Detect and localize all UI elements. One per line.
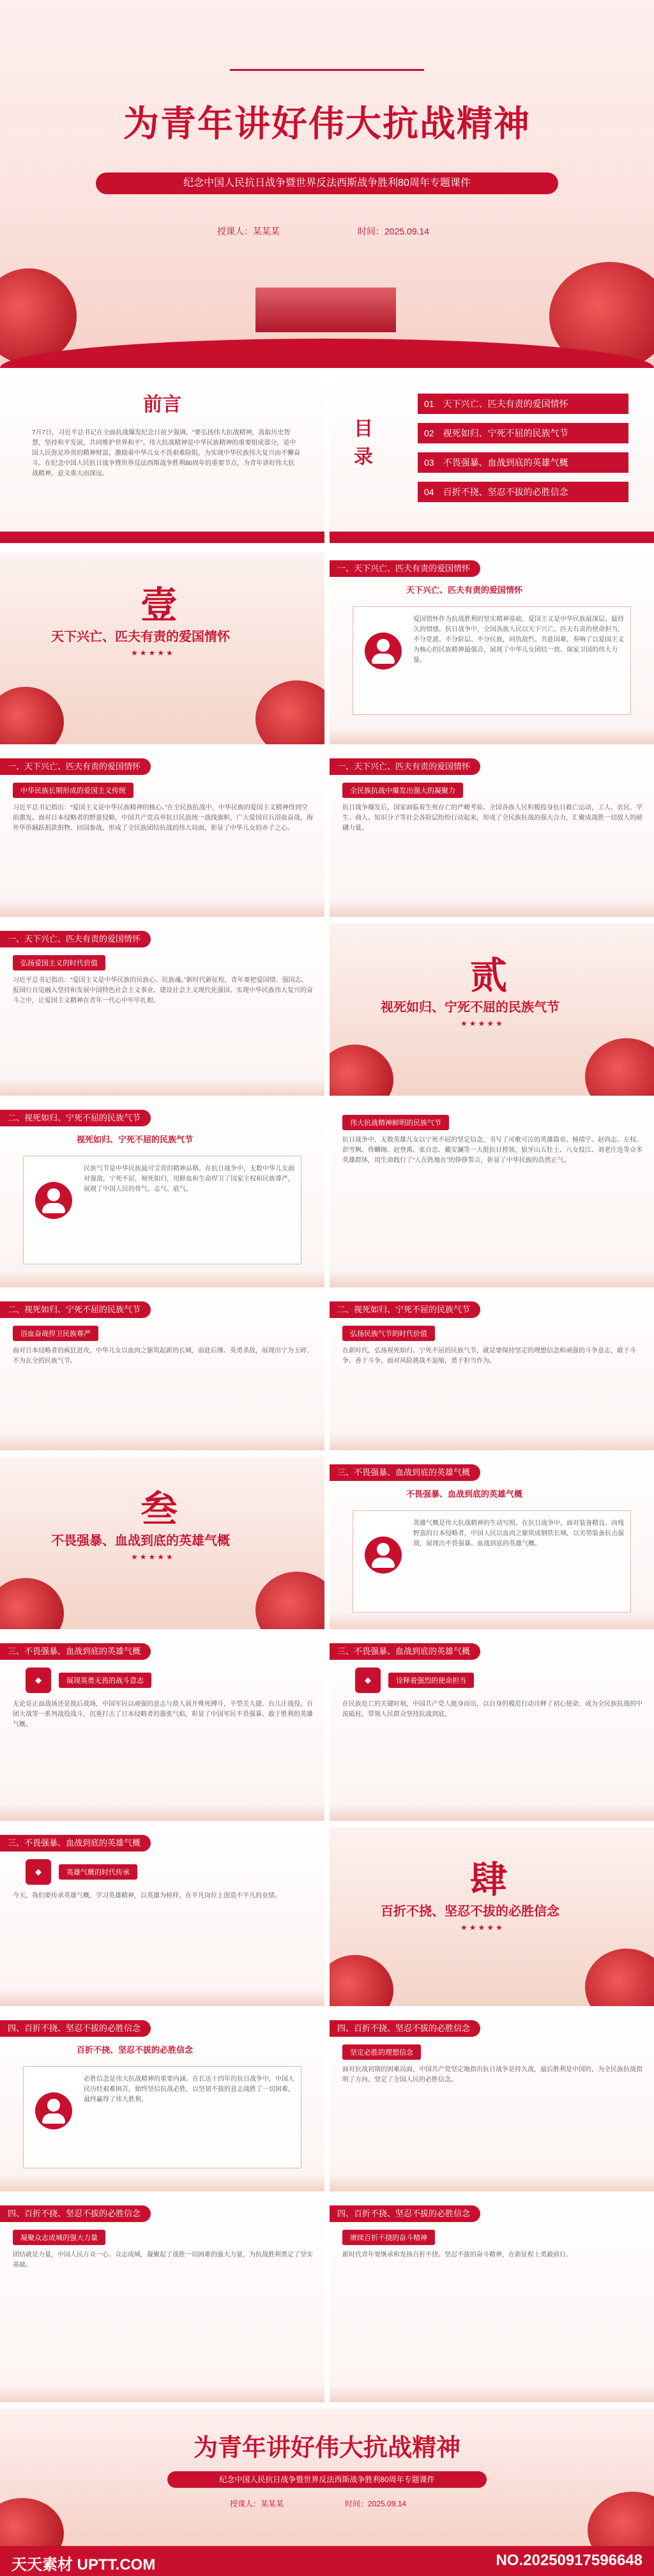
point-text: 无论是正面战场还是敌后战场，中国军民以顽强的意志与敌人展开殊死搏斗，平型关大捷、台儿庄战役、百团大战等一系列战役战斗，沉重打击了日本侵略者的嚣张气焰，彰显了中国军民不畏强暴、敢于胜利的英雄气概。: [13, 1701, 313, 1728]
section-tag: 三、不畏强暴、血战到底的英雄气概: [330, 1464, 480, 1481]
chapter-title: 视死如归、宁死不屈的民族气节: [381, 1000, 559, 1015]
peony-left: [0, 1578, 64, 1629]
bottom-fade: [0, 2175, 324, 2191]
end-title: 为青年讲好伟大抗战精神: [193, 2435, 460, 2462]
section-tag: 四、百折不挠、坚忍不拔的必胜信念: [330, 2020, 480, 2037]
emblem-icon: ◆: [355, 1667, 381, 1693]
peony-right: [585, 1038, 654, 1096]
ch4-intro-slide: [0, 2012, 324, 2191]
peony-left: [0, 687, 64, 744]
content-box: [353, 1510, 631, 1613]
point-text: 面对日本侵略者的疯狂进攻，中华儿女以血肉之躯筑起新的长城，前赴后继、英勇杀敌，展现出宁为玉碎、不为瓦全的民族气节。: [13, 1347, 313, 1365]
slide-red-band: [330, 532, 654, 543]
section-tag: 一、天下兴亡、匹夫有责的爱国情怀: [0, 758, 151, 775]
chapter3-slide: [0, 1457, 324, 1629]
cover-title: 为青年讲好伟大抗战精神: [123, 103, 531, 144]
point-title: 凝聚众志成城的强大力量: [13, 2230, 105, 2245]
peony-right: [255, 680, 324, 744]
emblem-icon: ◆: [26, 1859, 51, 1885]
content-box: [353, 606, 631, 715]
peony-right: [588, 2492, 654, 2546]
intro-text: 英雄气概是伟大抗战精神的生动写照。在抗日战争中，面对装备精良、凶残野蛮的日本侵略者，中国人民以血肉之躯筑成钢铁长城，以劣势装备抗击强敌，展现出不畏强暴、血战到底的英雄气概。: [413, 1520, 624, 1547]
section-tag: 四、百折不挠、坚忍不拔的必胜信念: [330, 2205, 480, 2222]
cover-subtitle: 纪念中国人民抗日战争暨世界反法西斯战争胜利80周年专题课件: [96, 172, 558, 194]
toc-slide: [330, 377, 654, 543]
person-icon: [35, 2092, 72, 2129]
chapter2-slide: [330, 923, 654, 1096]
ch2-detail1-slide: [330, 1102, 654, 1287]
ch3-detail2-slide: [330, 1636, 654, 1821]
stars-icon: ★★★★★: [131, 648, 175, 657]
ch3-detail3-slide: [0, 1827, 324, 2006]
ch4-detail3-slide: [330, 2198, 654, 2402]
ch1-detail2-slide: [330, 751, 654, 917]
point-text: 团结就是力量，中国人民万众一心、众志成城，凝聚起了战胜一切困难的强大力量，为抗战胜利奠定了坚实基础。: [13, 2251, 313, 2269]
ch3-intro-slide: [330, 1457, 654, 1629]
stars-icon: ★★★★★: [131, 1552, 175, 1561]
preface-text: 7月7日，习近平总书记在全面抗战爆发纪念日前夕强调，“要弘扬伟大抗战精神，汲取历史智慧，坚持和平发展，共同维护世界和平”。伟大抗战精神是中华民族精神的重要组成部分，是中国人民弥足珍贵的精神财富，激励着中华儿女不畏艰难险阻，为实现中华民族伟大复兴而不懈奋斗。在纪念中国人民抗日战争暨世界反法西斯战争胜利80周年的重要节点，为青年讲好伟大抗战精神，意义重大而深远。: [32, 429, 300, 477]
toc-list: [418, 394, 628, 502]
point-title: 赓续百折不挠的奋斗精神: [342, 2230, 435, 2245]
city-skyline: [255, 288, 396, 332]
section-tag: 二、视死如归、宁死不屈的民族气节: [330, 1301, 480, 1318]
ch2-detail2-slide: [0, 1294, 324, 1450]
section-tag: 三、不畏强暴、血战到底的英雄气概: [0, 1835, 151, 1851]
bottom-fade: [0, 1989, 324, 2006]
preface-title: 前言: [143, 394, 181, 415]
section-subtitle: 天下兴亡、匹夫有责的爱国情怀: [406, 585, 523, 595]
end-subtitle: 纪念中国人民抗日战争暨世界反法西斯战争胜利80周年专题课件: [167, 2471, 487, 2488]
chapter-number: 肆: [470, 1858, 508, 1901]
ch1-intro-slide: [330, 553, 654, 744]
toc-num: 01: [424, 399, 434, 409]
point-title: 坚定必胜的理想信念: [342, 2044, 421, 2060]
content-box: [23, 2066, 301, 2168]
ch4-detail2-slide: [0, 2198, 324, 2402]
section-tag: 二、视死如归、宁死不屈的民族气节: [0, 1301, 151, 1318]
bottom-fade: [0, 1804, 324, 1821]
person-icon: [35, 1182, 72, 1219]
toc-text: 天下兴亡、匹夫有责的爱国情怀: [443, 399, 568, 409]
point-text: 抗日战争中，无数英雄儿女以宁死不屈的坚定信念，书写了可歌可泣的英雄篇章。杨靖宇、赵尚志、左权、彭雪枫、佟麟阁、赵登禹、张自忠、戴安澜等一大批抗日将领，狼牙山五壮士、八女投江、刘老庄连等众多英雄群体，用生命践行了“人在阵地在”的铮铮誓言，彰显了中华民族的浩然正气。: [342, 1137, 643, 1164]
cover-red-wave: [0, 339, 654, 368]
toc-num: 04: [424, 487, 434, 497]
point-title: 伟大抗战精神鲜明的民族气节: [342, 1115, 449, 1130]
point-text: 今天，我们要传承英雄气概，学习英雄精神，以英雄为榜样，在平凡岗位上创造不平凡的业绩。: [13, 1892, 281, 1899]
toc-item[interactable]: [418, 482, 628, 502]
toc-num: 02: [424, 428, 434, 438]
section-tag: 四、百折不挠、坚忍不拔的必胜信念: [0, 2020, 151, 2037]
bottom-fade: [330, 1804, 654, 1821]
point-title: 弘扬民族气节的时代价值: [342, 1326, 435, 1341]
ch1-detail1-slide: [0, 751, 324, 917]
point-text: 抗日战争爆发后，国家面临着生死存亡的严峻考验。全国各族人民积极投身抗日救亡运动，工人、农民、学生、商人、知识分子等社会各阶层纷纷行动起来，形成了全民族抗战的强大合力，汇聚成战胜一切敌人的磅礴力量。: [342, 804, 643, 832]
stars-icon: ★★★★★: [460, 1923, 505, 1932]
section-tag: 三、不畏强暴、血战到底的英雄气概: [0, 1643, 151, 1660]
end-time: 时间：2025.09.14: [345, 2499, 407, 2508]
peony-right: [585, 1949, 654, 2006]
cover-time: 时间：2025.09.14: [358, 226, 430, 236]
person-icon: [365, 1537, 402, 1574]
bottom-fade: [0, 1079, 324, 1096]
peony-left: [330, 1045, 393, 1096]
point-title: 全民族抗战中爆发出强大的凝聚力: [342, 783, 463, 798]
section-subtitle: 视死如归、宁死不屈的民族气节: [77, 1135, 194, 1144]
slide-red-band: [0, 532, 324, 543]
section-tag: 四、百折不挠、坚忍不拔的必胜信念: [0, 2205, 151, 2222]
chapter-title: 百折不挠、坚忍不拔的必胜信念: [381, 1905, 559, 1919]
toc-text: 不畏强暴、血战到底的英雄气概: [443, 457, 568, 468]
point-title: 展现英勇无畏的战斗意志: [59, 1673, 151, 1688]
intro-text: 必胜信念是伟大抗战精神的重要内涵。在长达十四年的抗日战争中，中国人民历经艰难困苦，始终坚信抗战必胜，以坚韧不拔的意志战胜了一切困难，最终赢得了伟大胜利。: [84, 2076, 294, 2103]
point-text: 新时代青年要继承和发扬百折不挠、坚忍不拔的奋斗精神，在新征程上勇毅前行。: [342, 2251, 572, 2258]
bottom-fade: [330, 1434, 654, 1450]
watermark-site: 天天素材 UPTT.COM: [11, 2556, 156, 2573]
peony-left: [0, 2498, 64, 2546]
section-tag: 一、天下兴亡、匹夫有责的爱国情怀: [330, 758, 480, 775]
bottom-fade: [330, 1613, 654, 1629]
content-box: [23, 1156, 301, 1264]
section-tag: 三、不畏强暴、血战到底的英雄气概: [330, 1643, 480, 1660]
toc-item[interactable]: [418, 394, 628, 414]
section-subtitle: 百折不挠、坚忍不拔的必胜信念: [77, 2045, 194, 2055]
section-tag: 一、天下兴亡、匹夫有责的爱国情怀: [330, 560, 480, 577]
toc-item[interactable]: [418, 423, 628, 443]
ch1-detail3-slide: [0, 923, 324, 1096]
toc-item[interactable]: [418, 452, 628, 473]
bottom-fade: [330, 2386, 654, 2402]
watermark-footer: [0, 2546, 654, 2576]
ch2-intro-slide: [0, 1102, 324, 1287]
section-tag: 一、天下兴亡、匹夫有责的爱国情怀: [0, 931, 151, 947]
chapter-number: 壹: [141, 583, 178, 627]
point-text: 面对抗战初期的困难局面，中国共产党坚定地指出抗日战争是持久战，最后胜利是中国的，为全民族抗战指明了方向，坚定了全国人民的必胜信念。: [342, 2066, 643, 2083]
point-title: 弘扬爱国主义的时代价值: [13, 955, 105, 970]
ch4-detail1-slide: [330, 2012, 654, 2191]
bottom-fade: [330, 2175, 654, 2191]
point-text: 在民族危亡的关键时刻，中国共产党人挺身而出，以自身的模范行动诠释了初心使命，成为全民族抗战的中流砥柱，带领人民群众坚持抗战到底。: [342, 1701, 643, 1718]
point-title: 英雄气概的时代传承: [59, 1864, 137, 1880]
cover-slide: [0, 0, 654, 368]
top-rule: [230, 69, 424, 71]
stars-icon: ★★★★★: [460, 1019, 505, 1028]
toc-text: 视死如归、宁死不屈的民族气节: [443, 428, 568, 438]
end-speaker: 授课人：某某某: [230, 2499, 284, 2508]
ch2-detail3-slide: [330, 1294, 654, 1450]
cover-speaker: 授课人：某某某: [217, 226, 280, 236]
chapter1-slide: [0, 553, 324, 744]
chapter-number: 贰: [470, 954, 508, 997]
bottom-fade: [330, 900, 654, 917]
point-title: 浴血奋战捍卫民族尊严: [13, 1326, 98, 1341]
bottom-fade: [0, 1271, 324, 1287]
emblem-icon: ◆: [26, 1667, 51, 1693]
point-text: 习近平总书记指出：“爱国主义是中华民族精神的核心。”在全民族抗战中，中华民族的爱国主义精神得到空前激发。面对日本侵略者的野蛮侵略，中国共产党高举抗日民族统一战线旗帜，广大爱国官兵浴血奋战，海外华侨踊跃捐款捐物、回国参战，形成了全民族团结抗战的伟大局面，彰显了中华儿女的赤子之心。: [13, 804, 313, 832]
intro-text: 民族气节是中华民族最可宝贵的精神品格。在抗日战争中，无数中华儿女面对强敌，宁死不屈，视死如归，用鲜血和生命捍卫了国家主权和民族尊严，展现了中国人民的骨气、志气、底气。: [84, 1165, 294, 1193]
bottom-fade: [330, 1271, 654, 1287]
intro-text: 爱国情怀作为抗战胜利的坚实精神基础，爱国主义是中华民族最深层、最持久的情感。抗日战争中，全国各族人民以天下兴亡、匹夫有责的使命担当，不分党派、不分阶层、不分民族，同仇敌忾、共赴国难，奏响了以爱国主义为核心的民族精神最强音，展现了中华儿女团结一致、保家卫国的伟大力量。: [413, 616, 624, 664]
bottom-fade: [0, 900, 324, 917]
watermark-number: NO.20250917596648: [496, 2552, 643, 2569]
point-text: 在新时代，弘扬视死如归、宁死不屈的民族气节，就是要保持坚定的理想信念和顽强的斗争意志，敢于斗争、善于斗争，面对风险挑战不退缩，勇于担当作为。: [342, 1347, 636, 1365]
chapter4-slide: [330, 1827, 654, 2006]
peony-right: [255, 1572, 324, 1629]
preface-slide: [0, 377, 324, 543]
bottom-fade: [330, 728, 654, 744]
bottom-fade: [0, 1434, 324, 1450]
person-icon: [365, 632, 402, 670]
end-slide: [0, 2409, 654, 2546]
chapter-title: 天下兴亡、匹夫有责的爱国情怀: [51, 630, 230, 644]
point-text: 习近平总书记指出：“爱国主义是中华民族的民族心、民族魂。”新时代新征程，青年要把爱国情、强国志、报国行自觉融入坚持和发展中国特色社会主义事业、建设社会主义现代化强国、实现中华民族伟大复兴的奋斗之中，让爱国主义精神在青年一代心中牢牢扎根。: [13, 977, 313, 1004]
chapter-number: 叁: [141, 1487, 178, 1531]
peony-left: [330, 1955, 393, 2006]
section-subtitle: 不畏强暴、血战到底的英雄气概: [406, 1489, 523, 1499]
point-title: 诠释着强烈的使命担当: [388, 1673, 474, 1688]
point-title: 中华民族长期形成的爱国主义传统: [13, 783, 133, 798]
toc-text: 百折不挠、坚忍不拔的必胜信念: [443, 487, 568, 497]
ch3-detail1-slide: [0, 1636, 324, 1821]
bottom-fade: [0, 2386, 324, 2402]
section-tag: 二、视死如归、宁死不屈的民族气节: [0, 1110, 151, 1126]
chapter-title: 不畏强暴、血战到底的英雄气概: [51, 1534, 230, 1548]
toc-title: 目录: [354, 418, 373, 468]
toc-num: 03: [424, 457, 434, 468]
